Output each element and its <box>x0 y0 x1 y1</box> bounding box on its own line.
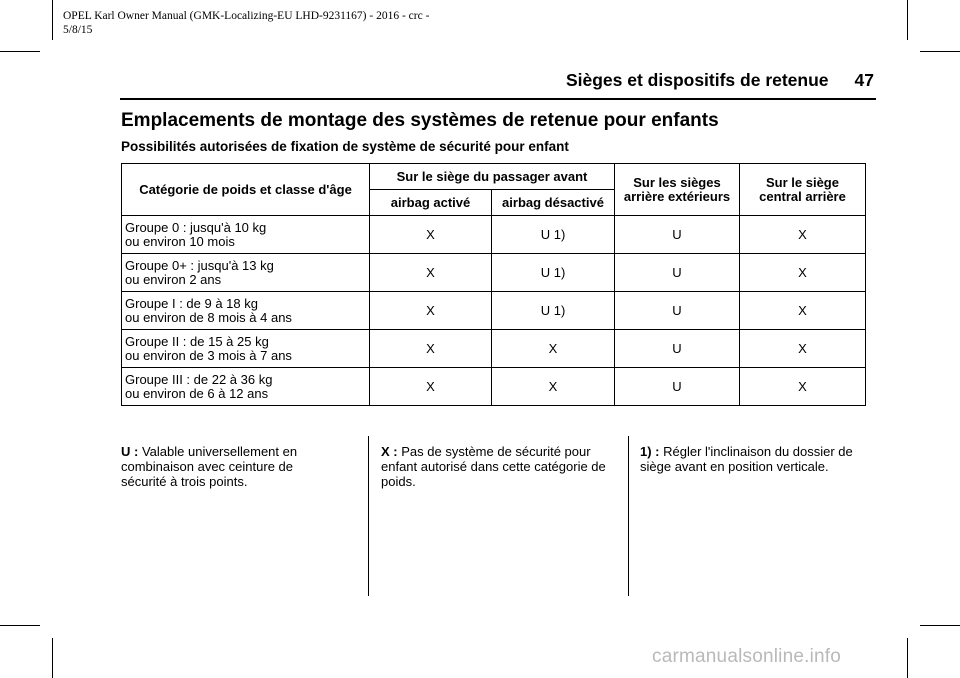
category-age: ou environ 2 ans <box>125 271 222 287</box>
legend-text-u: Valable universellement en combinaison avec ceinture de sécurité à trois points. <box>121 444 298 489</box>
column-divider <box>628 436 629 596</box>
airbag-on-cell: X <box>370 216 492 254</box>
airbag-off-cell: U 1) <box>492 292 615 330</box>
legend-key-u: U : <box>121 444 139 459</box>
rear-outer-cell: U <box>615 254 740 292</box>
category-age: ou environ de 3 mois à 7 ans <box>125 347 292 363</box>
rear-outer-cell: U <box>615 216 740 254</box>
rear-center-cell: X <box>740 368 866 406</box>
child-seat-table <box>121 163 866 406</box>
category-cell <box>122 292 370 330</box>
category-age: ou environ 10 mois <box>125 233 235 249</box>
category-group: Groupe 0 : jusqu'à 10 kg <box>125 219 267 235</box>
page-header <box>560 70 874 91</box>
crop-mark <box>907 638 908 678</box>
legend-not-allowed <box>381 444 621 489</box>
airbag-on-cell: X <box>370 330 492 368</box>
airbag-off-cell: U 1) <box>492 216 615 254</box>
rear-outer-cell: U <box>615 368 740 406</box>
chapter-title: Sièges et dispositifs de retenue <box>565 70 829 90</box>
section-title: Emplacements de montage des systèmes de retenue pour enfants <box>121 110 719 131</box>
crop-mark <box>0 625 40 626</box>
rear-center-cell: X <box>740 254 866 292</box>
document-meta <box>63 9 429 37</box>
crop-mark <box>920 51 960 52</box>
category-cell <box>122 330 370 368</box>
table-title: Possibilités autorisées de fixation de système de sécurité pour enfant <box>121 139 569 154</box>
rear-outer-cell: U <box>615 330 740 368</box>
header-airbag-on: airbag activé <box>370 190 492 216</box>
airbag-off-cell: X <box>492 330 615 368</box>
legend-text-note: Régler l'inclinaison du dossier de siège avant en position verticale. <box>640 444 853 474</box>
airbag-off-cell: X <box>492 368 615 406</box>
crop-mark <box>907 0 908 40</box>
category-cell <box>122 254 370 292</box>
category-cell <box>122 216 370 254</box>
rear-outer-cell: U <box>615 292 740 330</box>
category-group: Groupe 0+ : jusqu'à 13 kg <box>125 257 274 273</box>
category-age: ou environ de 6 à 12 ans <box>125 385 269 401</box>
crop-mark <box>52 0 53 40</box>
crop-mark <box>920 625 960 626</box>
category-group: Groupe I : de 9 à 18 kg <box>125 295 258 311</box>
column-divider <box>368 436 369 596</box>
page-number: 47 <box>854 70 874 90</box>
rear-center-cell: X <box>740 330 866 368</box>
table-row <box>122 330 866 368</box>
document-meta-date: 5/8/15 <box>63 24 93 36</box>
header-front-passenger: Sur le siège du passager avant <box>370 164 615 190</box>
table-row <box>122 368 866 406</box>
legend-key-note: 1) : <box>640 444 660 459</box>
table-row <box>122 292 866 330</box>
header-category: Catégorie de poids et classe d'âge <box>122 164 370 216</box>
legend-footnote <box>640 444 880 474</box>
category-group: Groupe II : de 15 à 25 kg <box>125 333 269 349</box>
category-cell <box>122 368 370 406</box>
legend-key-x: X : <box>381 444 398 459</box>
header-rule <box>120 98 876 100</box>
table-row <box>122 216 866 254</box>
header-rear-outer: Sur les sièges arrière extérieurs <box>615 164 740 216</box>
crop-mark <box>52 638 53 678</box>
airbag-off-cell: U 1) <box>492 254 615 292</box>
rear-center-cell: X <box>740 292 866 330</box>
airbag-on-cell: X <box>370 368 492 406</box>
airbag-on-cell: X <box>370 254 492 292</box>
crop-mark <box>0 51 40 52</box>
table-row <box>122 254 866 292</box>
airbag-on-cell: X <box>370 292 492 330</box>
legend-universal <box>121 444 336 489</box>
category-age: ou environ de 8 mois à 4 ans <box>125 309 292 325</box>
category-group: Groupe III : de 22 à 36 kg <box>125 371 273 387</box>
rear-center-cell: X <box>740 216 866 254</box>
header-rear-center: Sur le siège central arrière <box>740 164 866 216</box>
document-meta-line: OPEL Karl Owner Manual (GMK-Localizing-EU LHD-9231167) - 2016 - crc - <box>63 10 430 22</box>
watermark-link[interactable]: carmanualsonline.info <box>652 646 842 667</box>
legend-text-x: Pas de système de sécurité pour enfant autorisé dans cette catégorie de poids. <box>381 444 606 489</box>
header-airbag-off: airbag désactivé <box>492 190 615 216</box>
